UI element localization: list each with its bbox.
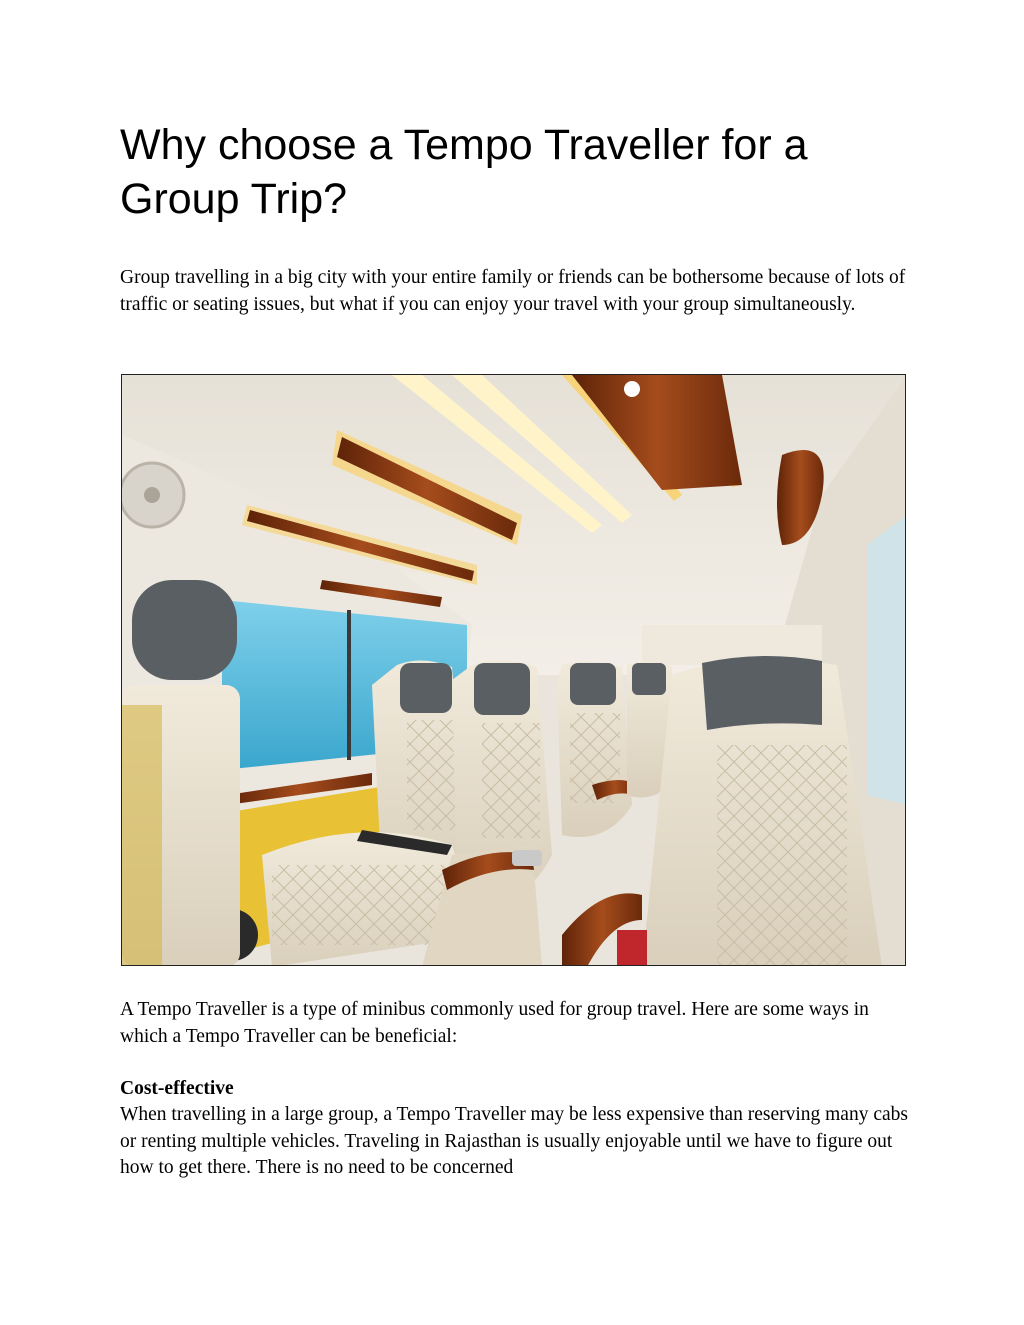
interior-illustration [122, 375, 906, 966]
ceiling-light [624, 381, 640, 397]
tempo-traveller-interior-photo [121, 374, 906, 966]
right-window [867, 515, 906, 805]
intro-paragraph: Group travelling in a big city with your entire family or friends can be bothersome because of lots of traffic or seating issues, but what if you can enjoy your travel with your group simultaneously. [120, 267, 906, 315]
description-paragraph: A Tempo Traveller is a type of minibus commonly used for group travel. Here are some ways in which a Tempo Traveller can be beneficial: [120, 999, 869, 1047]
left-front-seat [122, 580, 240, 966]
cost-effective-paragraph: When travelling in a large group, a Tempo Traveller may be less expensive than reserving many cabs or renting multiple vehicles. Traveling in Rajasthan is usually enjoyable until we have to figure out how to get there. There is no need to be concerned [120, 1104, 908, 1178]
page-title: Why choose a Tempo Traveller for a Group Trip? [120, 121, 808, 223]
fan-icon [122, 463, 184, 527]
section-heading: Cost-effective [120, 1078, 234, 1099]
